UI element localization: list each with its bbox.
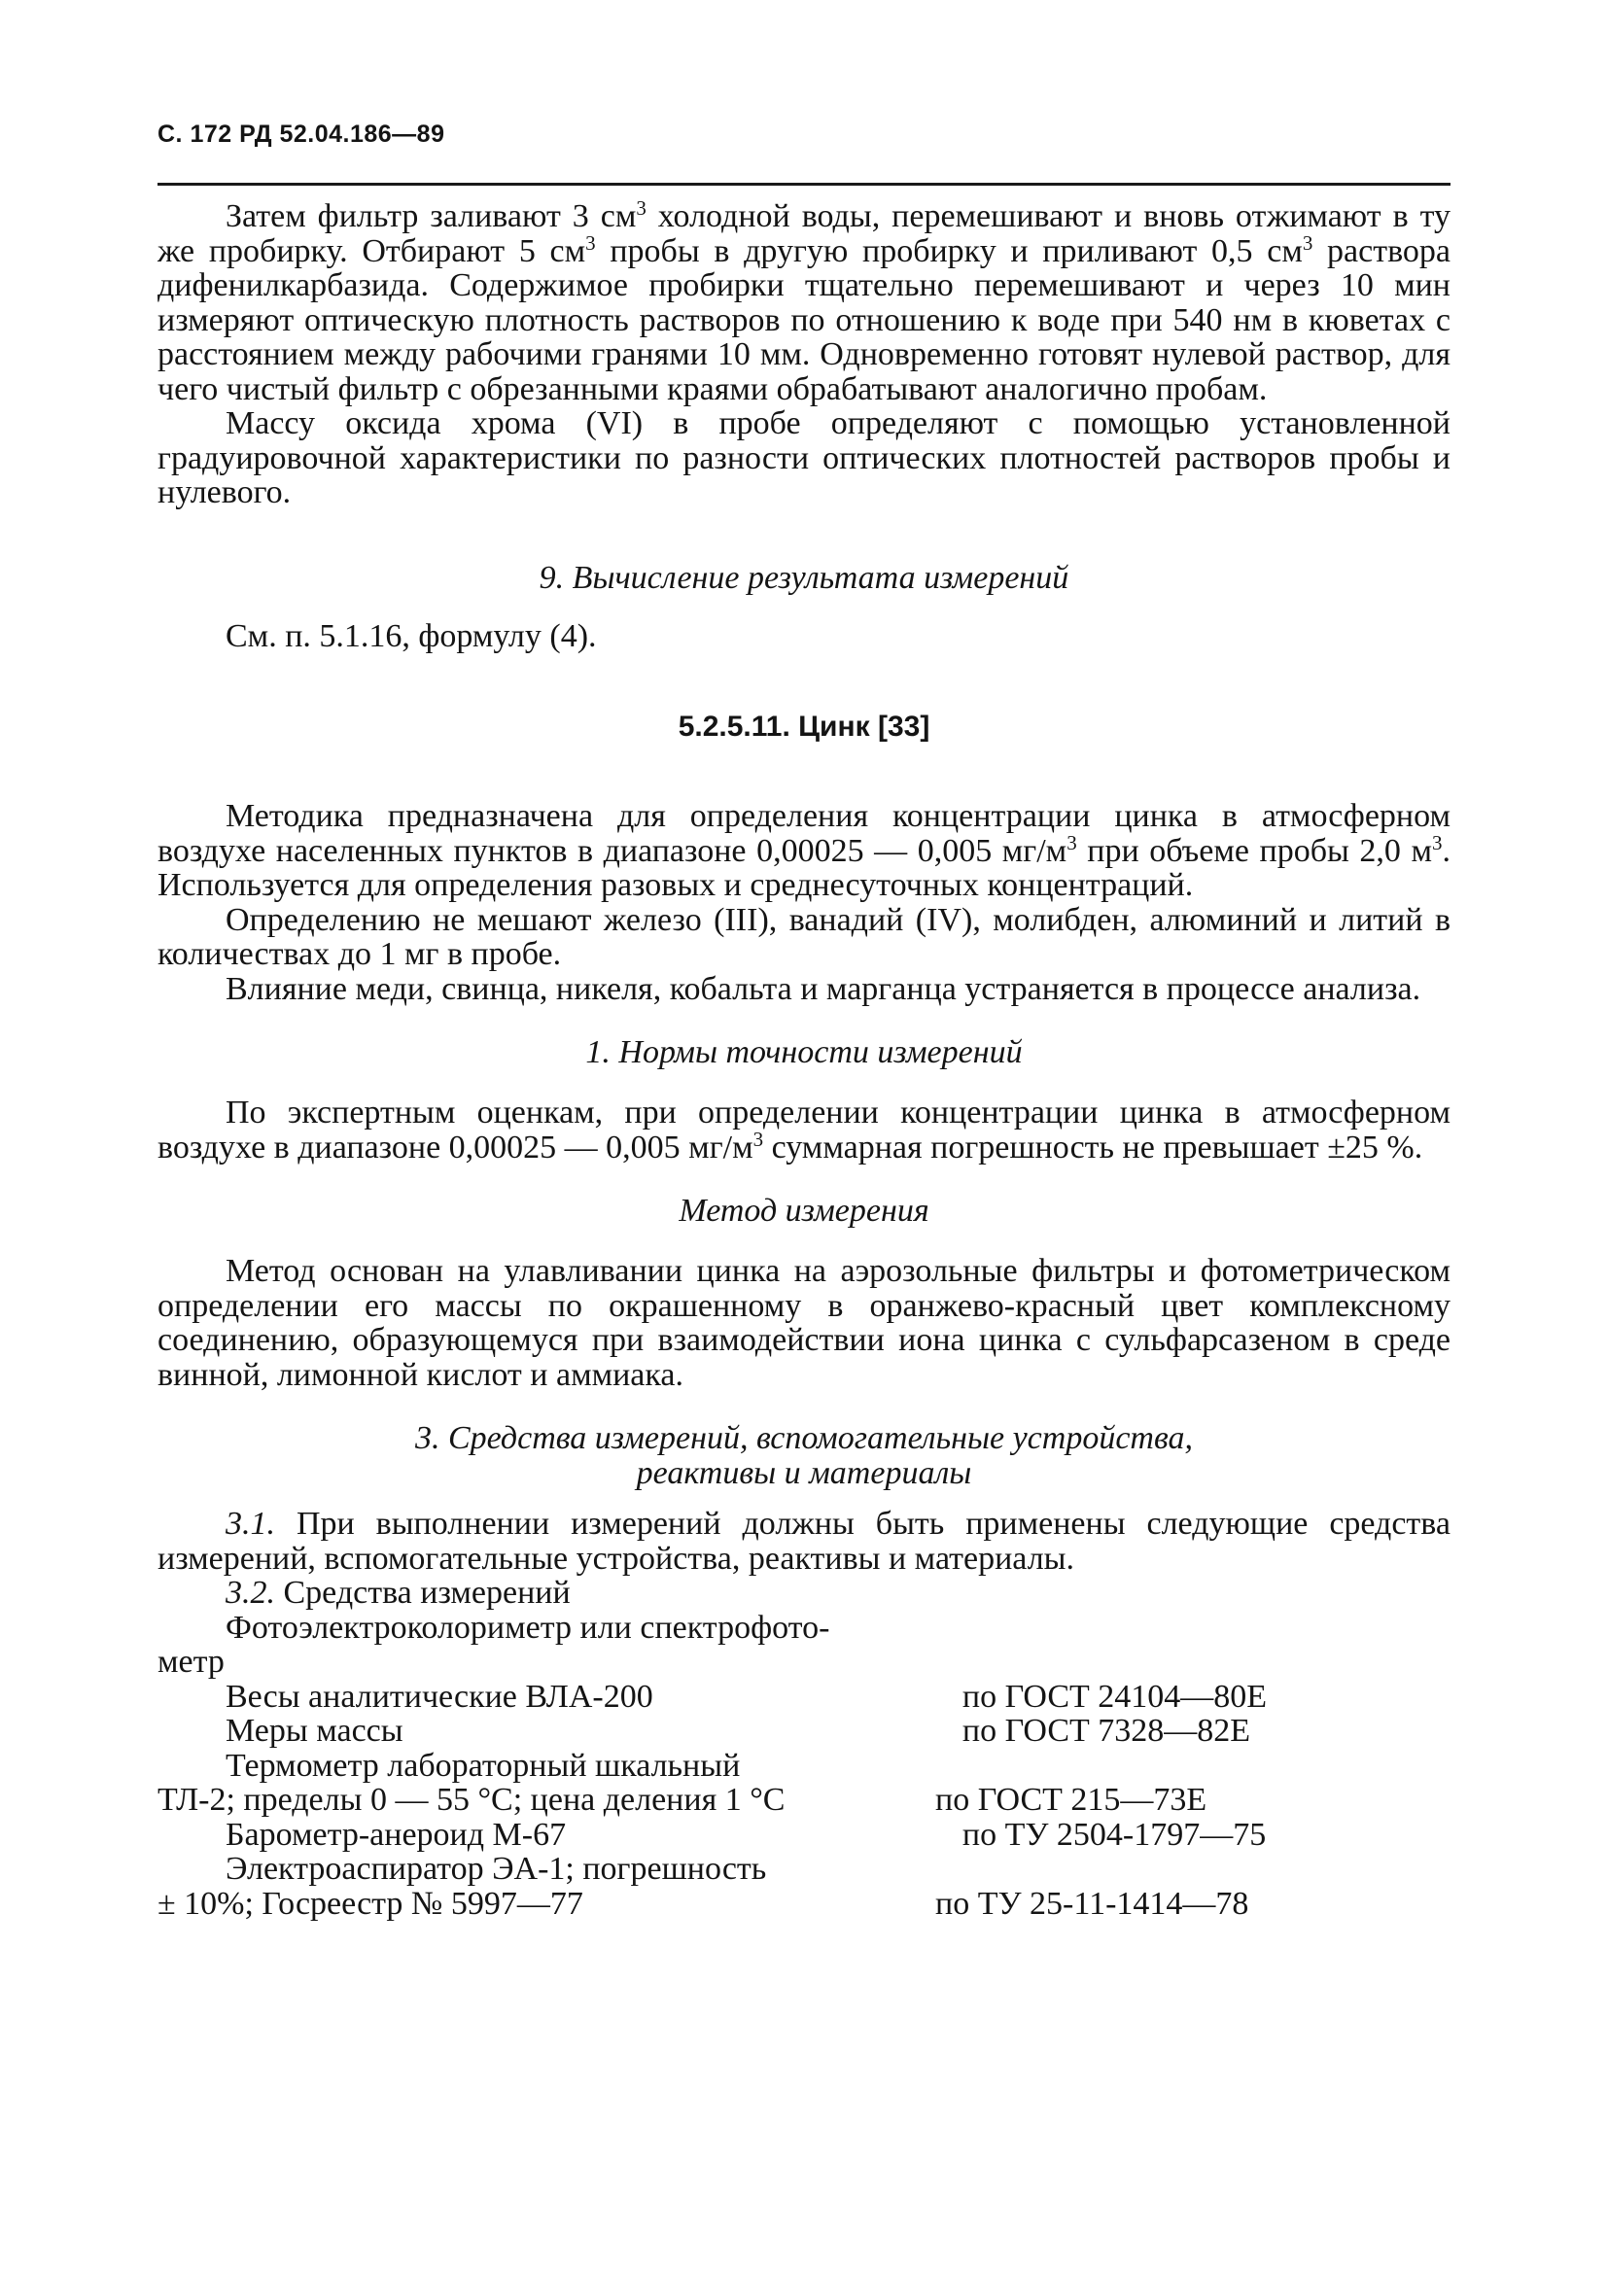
equipment-row — [157, 1818, 1451, 1853]
equipment-standard — [962, 1852, 1451, 1887]
equipment-standard: по ГОСТ 7328—82Е — [961, 1713, 1251, 1749]
paragraph-calculation: См. п. 5.1.16, формулу (4). — [226, 617, 597, 654]
superscript: 3 — [585, 230, 596, 255]
page-header: С. 172 РД 52.04.186—89 — [157, 121, 445, 148]
paragraph-3-1 — [157, 1507, 1451, 1576]
equipment-name: ТЛ-2; пределы 0 — 55 °С; цена деления 1 °С — [157, 1782, 786, 1818]
paragraph-accuracy — [157, 1096, 1451, 1165]
equipment-row — [157, 1852, 1451, 1887]
heading-method: Метод измерения — [679, 1193, 929, 1229]
text-fragment: холодной воды, перемешивают и вновь отжимают в ту же пробирку. Отбирают 5 см — [157, 198, 1451, 269]
paragraph-3-2 — [157, 1576, 1451, 1611]
equipment-row — [157, 1887, 1451, 1922]
header-rule — [157, 183, 1451, 186]
heading-accuracy: 1. Нормы точности измерений — [585, 1034, 1023, 1070]
equipment-name: Термометр лабораторный шкальный — [226, 1747, 741, 1784]
text-fragment: суммарная погрешность не превышает ±25 %. — [763, 1129, 1423, 1165]
equipment-row — [157, 1749, 1451, 1784]
text-fragment: раствора дифенилкарбазида. Содержимое пробирки тщательно перемешивают и через 10 мин измеряют оптическую плотность растворов по отношению к воде при 540 нм в кюветах с расстоянием между рабочими гранями 10 мм. Одновременно готовят нулевой раствор, для чего чистый фильтр с обрезанными краями обрабатывают аналогично пробам. — [157, 232, 1451, 407]
equipment-name: Весы аналитические ВЛА-200 — [226, 1678, 653, 1715]
equipment-row — [157, 1611, 1451, 1646]
clause-number: 3.1. — [226, 1506, 275, 1542]
text-fragment: Затем фильтр заливают 3 см — [226, 198, 637, 234]
superscript: 3 — [636, 196, 647, 220]
equipment-standard — [962, 1611, 1451, 1646]
text-fragment: Средства измерений — [275, 1575, 571, 1611]
paragraph-interference: Определению не мешают железо (III), ванадий (IV), молибден, алюминий и литий в количествах до 1 мг в пробе. — [157, 901, 1451, 972]
equipment-name: метр — [157, 1644, 225, 1680]
equipment-standard: по ТУ 25-11-1414—78 — [935, 1885, 1249, 1922]
equipment-name: ± 10%; Госреестр № 5997—77 — [157, 1885, 583, 1922]
heading-line: 3. Средства измерений, вспомогательные устройства, — [414, 1420, 1193, 1456]
paragraph-elimination: Влияние меди, свинца, никеля, кобальта и марганца устраняется в процессе анализа. — [226, 970, 1421, 1007]
heading-calculation: 9. Вычисление результата измерений — [539, 559, 1069, 596]
equipment-standard: по ГОСТ 215—73Е — [935, 1782, 1207, 1818]
equipment-row — [157, 1714, 1451, 1749]
document-page — [157, 115, 1451, 1921]
equipment-row — [157, 1680, 1451, 1715]
equipment-list — [157, 1611, 1451, 1922]
text-fragment: при объеме пробы 2,0 м — [1076, 832, 1432, 869]
equipment-name: Электроаспиратор ЭА-1; погрешность — [226, 1851, 767, 1887]
superscript: 3 — [1302, 230, 1313, 255]
superscript: 3 — [1432, 830, 1443, 854]
equipment-name: Барометр-анероид М-67 — [226, 1816, 567, 1853]
text-fragment: При выполнении измерений должны быть применены следующие средства измерений, вспомогательные устройства, реактивы и материалы. — [157, 1506, 1451, 1577]
paragraph-filter-procedure — [157, 196, 1451, 407]
paragraph-method-purpose — [157, 799, 1451, 903]
section-title-zinc: 5.2.5.11. Цинк [33] — [678, 711, 930, 743]
text-fragment: Методика предназначена для определения концентрации цинка в атмосферном воздухе населенных пунктов в диапазоне 0,00025 — 0,005 мг/м — [157, 798, 1451, 869]
equipment-name: Фотоэлектроколориметр или спектрофото- — [226, 1609, 830, 1646]
superscript: 3 — [1066, 830, 1077, 854]
equipment-name: Меры массы — [226, 1713, 403, 1749]
equipment-row — [157, 1645, 1451, 1680]
equipment-standard: по ГОСТ 24104—80Е — [961, 1678, 1268, 1715]
text-fragment: По экспертным оценкам, при определении концентрации цинка в атмосферном воздухе в диапазоне 0,00025 — 0,005 мг/м — [157, 1095, 1451, 1165]
paragraph-method: Метод основан на улавливании цинка на аэрозольные фильтры и фотометрическом определении его массы по окрашенному в оранжево-красный цвет комплексному соединению, образующемуся при взаимодействии иона цинка с сульфарсазеном в среде винной, лимонной кислот и аммиака. — [157, 1253, 1451, 1393]
heading-line: реактивы и материалы — [636, 1455, 972, 1491]
equipment-standard — [935, 1645, 1451, 1680]
superscript: 3 — [752, 1127, 764, 1151]
paragraph-chromium-mass: Массу оксида хрома (VI) в пробе определяют с помощью установленной градуировочной характеристики по разности оптических плотностей растворов пробы и нулевого. — [157, 405, 1451, 510]
heading-equipment — [157, 1421, 1451, 1491]
text-fragment: пробы в другую пробирку и приливают 0,5 см — [595, 232, 1303, 269]
clause-number: 3.2. — [226, 1575, 275, 1611]
equipment-standard — [962, 1749, 1451, 1784]
equipment-row — [157, 1783, 1451, 1818]
text-fragment: . Используется для определения разовых и среднесуточных концентраций. — [157, 832, 1451, 903]
equipment-standard: по ТУ 2504-1797—75 — [961, 1816, 1267, 1853]
